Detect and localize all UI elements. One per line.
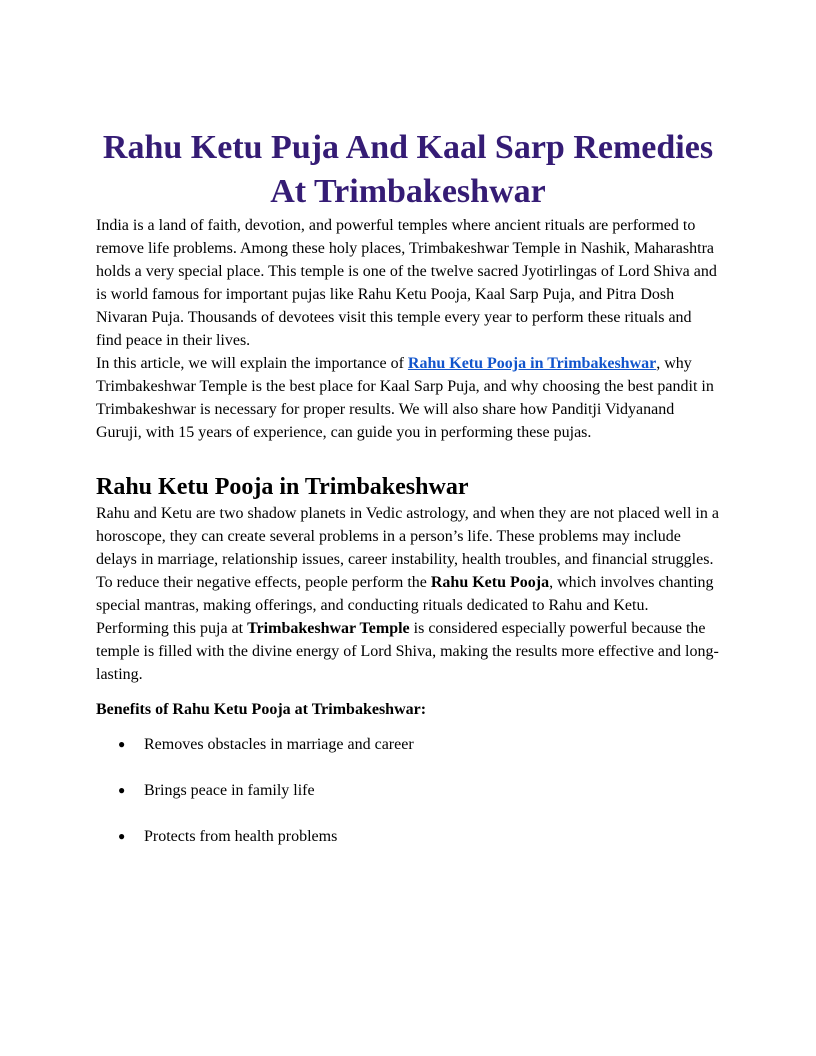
intro-paragraph-1: India is a land of faith, devotion, and powerful temples where ancient rituals are performed to remove life problems. Among these holy places, Trimbakeshwar Temple in Nashik, Maharashtra holds a very special place. This temple is one of the twelve sacred Jyotirlingas of Lord Shiva and is world famous for important pujas like Rahu Ketu Pooja, Kaal Sarp Puja, and Pitra Dosh Nivaran Puja. Thousands of devotees visit this temple every year to perform these rituals and find peace in their lives. [96, 217, 717, 349]
page-title-line-2: At Trimbakeshwar [270, 173, 546, 210]
rahu-ketu-pooja-link[interactable]: Rahu Ketu Pooja in Trimbakeshwar [407, 355, 657, 372]
list-item [96, 733, 720, 756]
section-paragraph [96, 502, 720, 686]
section-paragraph-text-3: is considered especially powerful because the temple is filled with the divine energy of Lord Shiva, making the results more effective and long-lasting. [96, 620, 719, 683]
bullet-icon: ● [118, 783, 126, 797]
intro-paragraph-2 [96, 352, 720, 444]
intro-paragraph-2-text-end: , why Trimbakeshwar Temple is the best place for Kaal Sarp Puja, and why choosing the best pandit in Trimbakeshwar is necessary for proper results. We will also share how Panditji Vidyanand Guruji, with 15 years of experience, can guide you in performing these pujas. [96, 355, 714, 441]
bold-trimbakeshwar-temple: Trimbakeshwar Temple [247, 620, 410, 637]
list-item [96, 779, 720, 802]
list-item [96, 825, 720, 848]
benefits-heading: Benefits of Rahu Ketu Pooja at Trimbakeshwar: [96, 701, 427, 718]
list-item-text: Removes obstacles in marriage and career [144, 736, 414, 753]
page-title [96, 126, 720, 214]
section-heading: Rahu Ketu Pooja in Trimbakeshwar [96, 474, 469, 500]
bold-rahu-ketu-pooja: Rahu Ketu Pooja [430, 574, 550, 591]
section-paragraph-text-1: Rahu and Ketu are two shadow planets in Vedic astrology, and when they are not placed well in a horoscope, they can create several problems in a person’s life. These problems may include delays in marriage, relationship issues, career instability, health troubles, and financial struggles. To reduce their negative effects, people perform the [96, 505, 719, 591]
page-title-line-1: Rahu Ketu Puja And Kaal Sarp Remedies [102, 129, 714, 166]
list-item-text: Protects from health problems [144, 828, 338, 845]
section-paragraph-text-2: , which involves chanting special mantras, making offerings, and conducting rituals dedicated to Rahu and Ketu. Performing this puja at [96, 574, 714, 637]
bullet-icon: ● [118, 829, 126, 843]
list-item-text: Brings peace in family life [144, 782, 315, 799]
benefits-list [96, 733, 720, 848]
intro-paragraph-2-text-start: In this article, we will explain the importance of [96, 355, 408, 372]
bullet-icon: ● [118, 737, 126, 751]
